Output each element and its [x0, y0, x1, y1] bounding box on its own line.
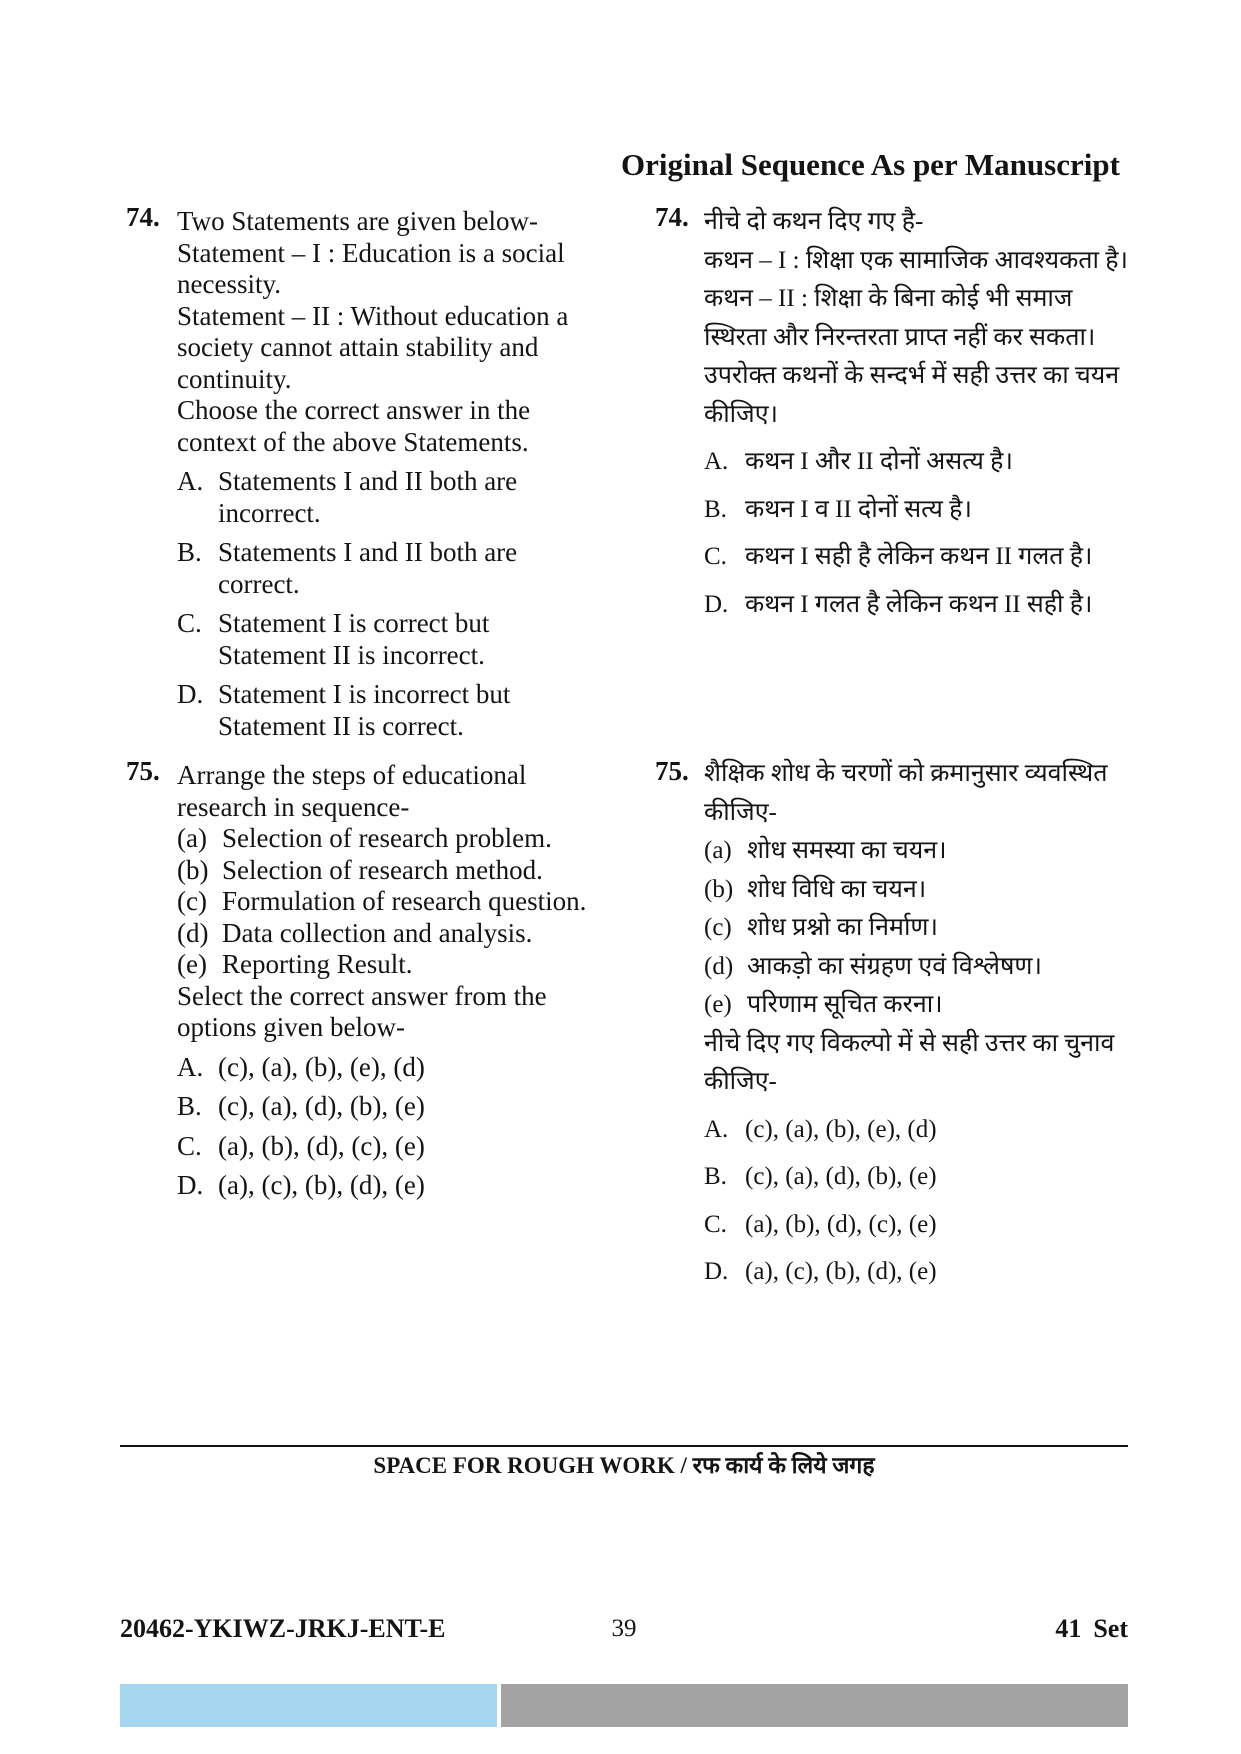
- step-label: (e): [177, 949, 207, 979]
- instruction-line: कीजिए-: [704, 1068, 777, 1095]
- step-item-b: [177, 855, 617, 887]
- page-number: 39: [611, 1615, 637, 1642]
- question-text-line: necessity.: [177, 269, 281, 299]
- option-text: (c), (a), (d), (b), (e): [745, 1163, 937, 1190]
- question-75-english: [177, 760, 617, 1202]
- step-label: (b): [704, 875, 734, 903]
- option-text: (a), (c), (b), (d), (e): [218, 1170, 425, 1200]
- option-text-line: incorrect.: [218, 497, 321, 528]
- option-text: [218, 466, 517, 529]
- option-label: A.: [177, 466, 204, 496]
- step-text: परिणाम सूचित करना।: [747, 991, 943, 1018]
- step-item-e: [704, 986, 1224, 1025]
- question-74-english: [177, 206, 617, 742]
- option-c: [177, 608, 617, 671]
- option-text: (a), (c), (b), (d), (e): [745, 1258, 937, 1285]
- step-text: Reporting Result.: [222, 949, 413, 979]
- option-c: [704, 538, 1224, 577]
- set-indicator: [1055, 1614, 1128, 1644]
- option-d: [177, 679, 617, 742]
- step-label: (a): [177, 823, 207, 853]
- option-text: कथन I गलत है लेकिन कथन II सही है।: [745, 590, 1093, 618]
- option-text: [218, 537, 517, 600]
- question-text-line: research in sequence-: [177, 791, 410, 822]
- option-label: A.: [177, 1051, 204, 1082]
- option-label: B.: [704, 495, 727, 523]
- step-text: Data collection and analysis.: [222, 917, 533, 948]
- question-text-line: society cannot attain stability and: [177, 332, 539, 362]
- option-label: C.: [704, 543, 727, 570]
- question-text-line: उपरोक्त कथनों के सन्दर्भ में सही उत्तर का चयन: [704, 362, 1120, 389]
- step-text: Selection of research problem.: [222, 823, 552, 853]
- option-label: C.: [704, 1210, 727, 1238]
- step-label: (c): [704, 914, 732, 941]
- page-title: Original Sequence As per Manuscript: [621, 147, 1120, 182]
- step-item-d: [177, 918, 617, 950]
- option-text-line: Statement II is incorrect.: [218, 639, 485, 670]
- option-a: [177, 466, 617, 529]
- option-text-line: Statement II is correct.: [218, 710, 464, 741]
- option-text: (c), (a), (b), (e), (d): [745, 1115, 937, 1143]
- option-label: B.: [177, 1091, 202, 1121]
- option-text-line: Statement I is correct but: [218, 608, 490, 638]
- question-text-line: नीचे दो कथन दिए गए है-: [704, 208, 924, 235]
- step-label: (c): [177, 886, 207, 916]
- option-d: [704, 586, 1224, 625]
- option-b: [704, 491, 1224, 530]
- option-b: [177, 537, 617, 600]
- question-75-hindi: [704, 755, 1224, 1292]
- step-text: शोध समस्या का चयन।: [747, 837, 947, 864]
- option-label: B.: [177, 537, 202, 567]
- question-text-line: Statement – I : Education is a social: [177, 237, 565, 268]
- question-74-number-english: 74.: [126, 202, 160, 232]
- question-text-line: शैक्षिक शोध के चरणों को क्रमानुसार व्यवस्थित: [704, 760, 1108, 787]
- step-item-e: [177, 949, 617, 981]
- option-text: कथन I व II दोनों सत्य है।: [745, 495, 972, 523]
- option-label: D.: [177, 679, 204, 709]
- option-text: [218, 679, 510, 742]
- instruction-line: Select the correct answer from the: [177, 980, 547, 1011]
- step-item-c: [704, 909, 1224, 948]
- option-text-line: Statement I is incorrect but: [218, 679, 511, 709]
- option-text: [218, 608, 489, 671]
- option-label: D.: [177, 1170, 204, 1200]
- question-74-number-hindi: 74.: [655, 202, 689, 232]
- question-text-line: कीजिए।: [704, 400, 779, 428]
- option-c: [704, 1206, 1224, 1245]
- question-text-line: Statement – II : Without education a: [177, 300, 569, 331]
- question-text-line: continuity.: [177, 363, 292, 394]
- question-74-hindi: [704, 203, 1224, 624]
- option-label: C.: [177, 608, 202, 638]
- question-text-line: कीजिए-: [704, 798, 777, 826]
- step-text: आकड़ो का संग्रहण एवं विश्लेषण।: [747, 952, 1042, 980]
- option-text: (a), (b), (d), (c), (e): [218, 1130, 425, 1161]
- question-text-line: Arrange the steps of educational: [177, 760, 527, 790]
- footer-bar-left: [120, 1684, 497, 1727]
- option-label: D.: [704, 590, 729, 618]
- option-label: B.: [704, 1163, 727, 1190]
- step-text: शोध विधि का चयन।: [747, 875, 927, 903]
- rough-work-label: SPACE FOR ROUGH WORK / रफ कार्य के लिये जगह: [373, 1453, 875, 1478]
- option-c: [177, 1131, 617, 1163]
- option-text-line: Statements I and II both are: [218, 466, 518, 496]
- step-text: Selection of research method.: [222, 854, 543, 885]
- step-item-a: [704, 832, 1224, 871]
- set-number: 41: [1055, 1614, 1082, 1643]
- step-label: (e): [704, 991, 732, 1018]
- option-label: A.: [704, 448, 729, 475]
- option-a: [704, 1111, 1224, 1150]
- question-text-line: स्थिरता और निरन्तरता प्राप्त नहीं कर सकता।: [704, 323, 1096, 351]
- option-d: [177, 1170, 617, 1202]
- option-text: कथन I सही है लेकिन कथन II गलत है।: [745, 543, 1093, 570]
- question-text-line: context of the above Statements.: [177, 426, 529, 457]
- step-label: (d): [704, 952, 734, 980]
- option-text: (a), (b), (d), (c), (e): [745, 1210, 937, 1238]
- option-text: कथन I और II दोनों असत्य है।: [745, 448, 1013, 475]
- question-text-line: कथन – II : शिक्षा के बिना कोई भी समाज: [704, 285, 1073, 312]
- question-75-number-english: 75.: [126, 756, 160, 786]
- rough-work-divider: [120, 1445, 1128, 1447]
- instruction-line: options given below-: [177, 1012, 405, 1042]
- option-text-line: Statements I and II both are: [218, 537, 518, 567]
- step-text: शोध प्रश्नो का निर्माण।: [747, 914, 938, 941]
- step-label: (b): [177, 854, 209, 885]
- question-75-number-hindi: 75.: [655, 756, 689, 786]
- option-label: C.: [177, 1130, 202, 1161]
- paper-code: 20462-YKIWZ-JRKJ-ENT-E: [120, 1614, 446, 1643]
- step-label: (d): [177, 917, 209, 948]
- question-text-line: Choose the correct answer in the: [177, 395, 531, 425]
- option-b: [704, 1158, 1224, 1197]
- footer-bar-right: [501, 1684, 1128, 1727]
- option-text-line: correct.: [218, 568, 300, 599]
- instruction-line: नीचे दिए गए विकल्पो में से सही उत्तर का चुनाव: [704, 1029, 1115, 1057]
- question-text-line: Two Statements are given below-: [177, 206, 539, 236]
- option-b: [177, 1091, 617, 1123]
- step-item-c: [177, 886, 617, 918]
- set-label: Set: [1093, 1614, 1128, 1643]
- step-label: (a): [704, 837, 732, 864]
- option-text: (c), (a), (d), (b), (e): [218, 1091, 425, 1121]
- option-a: [177, 1052, 617, 1084]
- step-item-a: [177, 823, 617, 855]
- step-text: Formulation of research question.: [222, 886, 587, 916]
- option-a: [704, 443, 1224, 482]
- option-d: [704, 1253, 1224, 1292]
- option-text: (c), (a), (b), (e), (d): [218, 1051, 425, 1082]
- option-label: A.: [704, 1115, 729, 1143]
- question-text-line: कथन – I : शिक्षा एक सामाजिक आवश्यकता है।: [704, 246, 1128, 274]
- step-item-b: [704, 871, 1224, 910]
- step-item-d: [704, 948, 1224, 987]
- option-label: D.: [704, 1258, 729, 1285]
